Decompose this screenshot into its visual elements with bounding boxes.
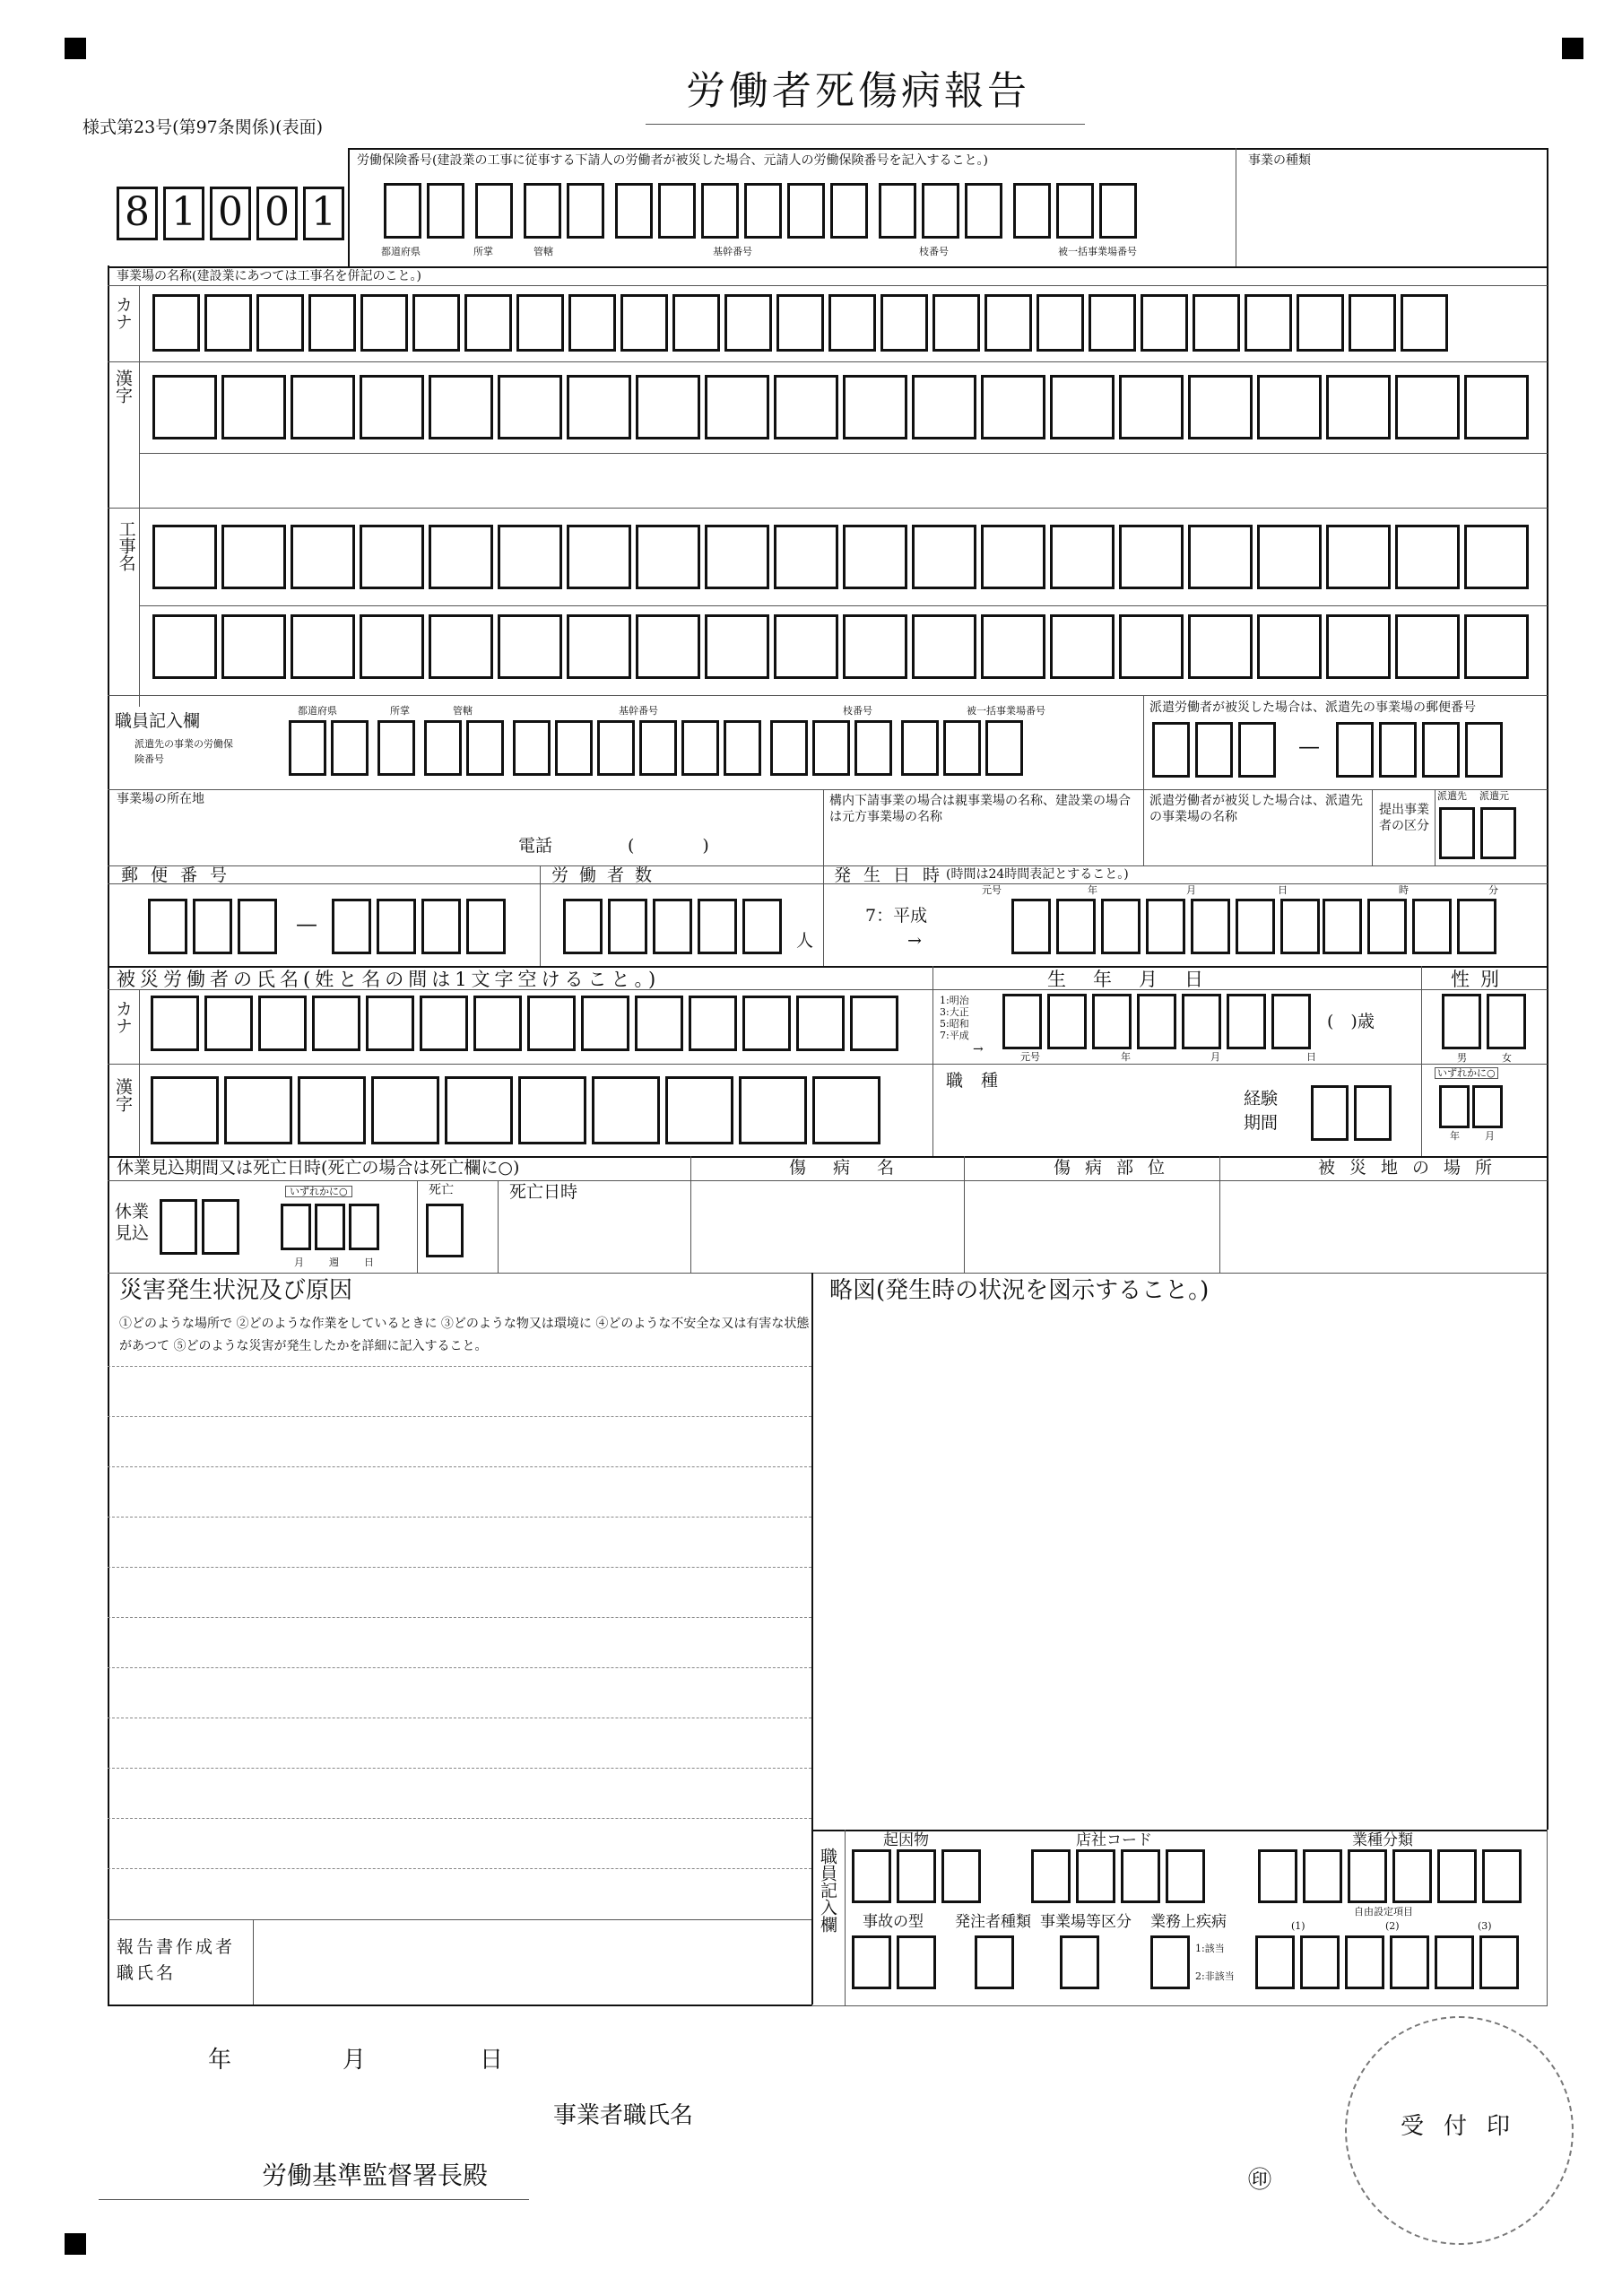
char-box[interactable] (1188, 525, 1253, 589)
staff-entry-label: 職員記入欄 (115, 711, 201, 731)
staff-sublabel: 管轄 (453, 705, 473, 717)
leave-expect-label: 休業見込 (115, 1202, 150, 1243)
cause-boxes[interactable] (852, 1849, 981, 1903)
gender-boxes[interactable] (1442, 994, 1526, 1049)
either-label-1: いずれかに○ (1435, 1067, 1498, 1079)
gender-label: 性別 (1451, 969, 1510, 990)
page-title: 労働者死傷病報告 (686, 68, 1030, 114)
situation-title: 災害発生状況及び原因 (119, 1277, 353, 1304)
victim-kana-label: カナ (113, 1000, 133, 1034)
char-box[interactable] (1193, 294, 1240, 352)
char-box[interactable] (774, 614, 838, 679)
occurrence-unit: 月 (1186, 884, 1196, 896)
death-label: 死亡 (429, 1183, 454, 1197)
leave-unit: 月 (294, 1257, 304, 1268)
author-label: 報告書作成者職氏名 (117, 1937, 236, 1984)
birth-era-7: 7:平成 (940, 1030, 969, 1041)
char-box[interactable] (360, 525, 424, 589)
free-item-num: (2) (1385, 1920, 1400, 1932)
birth-era-3: 3:大正 (940, 1006, 969, 1018)
char-box[interactable] (880, 294, 928, 352)
char-box[interactable] (221, 525, 286, 589)
victim-kanji-boxes[interactable] (151, 1076, 880, 1144)
industry-label: 業種分類 (1352, 1831, 1413, 1849)
insurance-number-boxes[interactable] (384, 183, 1137, 239)
char-box[interactable] (151, 996, 199, 1051)
footer-month: 月 (343, 2047, 367, 2074)
char-box[interactable] (689, 996, 737, 1051)
char-box[interactable] (843, 375, 907, 439)
char-box[interactable] (360, 614, 424, 679)
workplace-kana-boxes[interactable] (152, 294, 1448, 352)
char-box[interactable] (1188, 375, 1253, 439)
char-box[interactable] (1297, 294, 1344, 352)
frame-left (108, 265, 109, 2005)
rule-workplace-top (108, 266, 1548, 268)
birth-unit: 元号 (1020, 1051, 1040, 1063)
char-box[interactable] (1245, 294, 1292, 352)
char-box[interactable] (291, 614, 355, 679)
char-box[interactable] (221, 614, 286, 679)
char-box[interactable] (1188, 614, 1253, 679)
site-class-box[interactable] (1060, 1935, 1099, 1989)
company-code-boxes[interactable] (1031, 1849, 1205, 1903)
char-box[interactable] (204, 294, 252, 352)
accident-type-label: 事故の型 (863, 1913, 924, 1931)
char-box[interactable] (1050, 614, 1115, 679)
insurance-label: 労働保険番号(建設業の工事に従事する下請人の労働者が被災した場合、元請人の労働保険番号を記入すること。) (357, 153, 988, 168)
char-box[interactable] (850, 996, 898, 1051)
staff-sublabel: 被一括事業場番号 (967, 705, 1045, 717)
char-box[interactable] (445, 1076, 513, 1144)
birth-era-5: 5:昭和 (940, 1018, 969, 1030)
char-box[interactable] (224, 1076, 292, 1144)
postal-label: 郵便番号 (121, 865, 240, 885)
staff-sublabel: 都道府県 (298, 705, 337, 717)
registration-mark-bottom-left (65, 2233, 86, 2255)
leave-unit-boxes[interactable] (281, 1204, 379, 1250)
leave-unit: 週 (329, 1257, 339, 1268)
char-box[interactable] (1326, 525, 1391, 589)
char-box[interactable] (1401, 294, 1448, 352)
char-box[interactable] (705, 375, 769, 439)
disease-box[interactable] (1150, 1935, 1190, 1989)
staff-insurance-boxes[interactable] (289, 720, 1023, 776)
disease-not-applicable: 2:非該当 (1195, 1970, 1235, 1982)
char-box[interactable] (568, 294, 616, 352)
occurrence-unit: 元号 (982, 884, 1002, 896)
char-box[interactable] (498, 375, 562, 439)
char-box[interactable] (1257, 614, 1322, 679)
char-box[interactable] (581, 996, 629, 1051)
leave-expect-boxes[interactable] (160, 1199, 239, 1255)
birth-arrow: → (973, 1042, 984, 1057)
birth-unit: 年 (1121, 1051, 1131, 1063)
subcontract-label: 構内下請事業の場合は親事業場の名称、建設業の場合は元方事業場の名称 (829, 794, 1131, 825)
char-box[interactable] (152, 525, 217, 589)
free-items-label: 自由設定項目 (1354, 1906, 1413, 1918)
char-box[interactable] (1349, 294, 1396, 352)
char-box[interactable] (518, 1076, 586, 1144)
char-box[interactable] (1326, 614, 1391, 679)
char-box[interactable] (1464, 614, 1529, 679)
char-box[interactable] (592, 1076, 660, 1144)
business-type-label: 事業の種類 (1248, 153, 1311, 168)
birth-boxes[interactable] (1002, 994, 1311, 1049)
experience-unit: 年 (1450, 1130, 1460, 1142)
construction-label: 工事名 (116, 520, 136, 571)
chief-label: 労働基準監督署長殿 (262, 2161, 489, 2190)
char-box[interactable] (152, 375, 217, 439)
char-box[interactable] (1395, 614, 1460, 679)
char-box[interactable] (796, 996, 845, 1051)
insurance-sublabel: 都道府県 (381, 246, 421, 257)
staff-sublabel: 所掌 (390, 705, 410, 717)
company-code-label: 店社コード (1076, 1831, 1152, 1849)
char-box[interactable] (705, 614, 769, 679)
leave-label: 休業見込期間又は死亡日時(死亡の場合は死亡欄に○) (117, 1158, 520, 1178)
char-box[interactable] (636, 375, 700, 439)
victim-kana-boxes[interactable] (151, 996, 898, 1051)
birth-era-1: 1:明治 (940, 995, 969, 1006)
char-box[interactable] (516, 294, 564, 352)
char-box[interactable] (1141, 294, 1188, 352)
staff-sublabel: 基幹番号 (619, 705, 658, 717)
char-box[interactable] (1464, 525, 1529, 589)
char-box[interactable] (812, 1076, 880, 1144)
injury-part-label: 傷病部位 (1054, 1158, 1180, 1178)
birth-unit: 日 (1306, 1051, 1316, 1063)
char-box[interactable] (912, 614, 976, 679)
char-box[interactable] (429, 614, 493, 679)
char-box[interactable] (567, 375, 631, 439)
dispatch-dest-label: 派遣先 (1437, 790, 1467, 802)
form-code-digit: 8 (117, 187, 158, 240)
staff2-label: 職員記入欄 (818, 1848, 837, 1933)
accident-type-boxes[interactable] (852, 1935, 936, 1989)
form-id: 様式第23号(第97条関係)(表面) (82, 117, 324, 137)
orderer-label: 発注者種類 (955, 1913, 1031, 1931)
char-box[interactable] (635, 996, 683, 1051)
char-box[interactable] (620, 294, 668, 352)
postal-boxes-2[interactable] (332, 899, 506, 954)
employer-label: 事業者職氏名 (553, 2102, 694, 2129)
experience-label: 経験期間 (1244, 1089, 1279, 1133)
char-box[interactable] (420, 996, 468, 1051)
char-box[interactable] (308, 294, 356, 352)
char-box[interactable] (739, 1076, 807, 1144)
dispatch-postal-boxes-2[interactable] (1336, 722, 1503, 778)
situation-instructions: ①どのような場所で ②どのような作業をしているときに ③どのような物又は環境に ④どのような不安全な又は有害な状態があつて ⑤どのような災害が発生したかを詳細に記入すること。 (119, 1317, 810, 1353)
leave-unit: 日 (364, 1257, 374, 1268)
staff-entry-sub: 派遣先の事業の労働保険番号 (134, 738, 233, 765)
char-box[interactable] (1257, 525, 1322, 589)
char-box[interactable] (1119, 614, 1184, 679)
char-box[interactable] (291, 375, 355, 439)
char-box[interactable] (1257, 375, 1322, 439)
construction-boxes-2[interactable] (152, 614, 1529, 679)
char-box[interactable] (724, 294, 772, 352)
dispatch-postal-dash: — (1298, 734, 1320, 759)
experience-unit: 月 (1485, 1130, 1495, 1142)
char-box[interactable] (152, 294, 200, 352)
char-box[interactable] (981, 525, 1045, 589)
free-items-boxes[interactable] (1255, 1935, 1519, 1989)
char-box[interactable] (498, 614, 562, 679)
form-code-digit: 0 (256, 187, 298, 240)
char-box[interactable] (371, 1076, 439, 1144)
char-box[interactable] (1326, 375, 1391, 439)
cause-label: 起因物 (883, 1831, 929, 1849)
workplace-label: 事業場の名称(建設業にあつては工事名を併記のこと。) (117, 269, 421, 283)
char-box[interactable] (204, 996, 253, 1051)
char-box[interactable] (665, 1076, 733, 1144)
disease-applicable: 1:該当 (1195, 1943, 1225, 1954)
disease-label: 業務上疾病 (1150, 1913, 1227, 1931)
postal-dash: — (296, 911, 317, 936)
occurrence-label: 発生日時 (834, 865, 953, 885)
occupation-label: 職種 (946, 1071, 1017, 1091)
dispatch-postal-label: 派遣労働者が被災した場合は、派遣先の事業場の郵便番号 (1149, 700, 1476, 715)
workers-boxes[interactable] (563, 899, 782, 954)
insurance-left (348, 148, 350, 266)
char-box[interactable] (636, 525, 700, 589)
char-box[interactable] (1089, 294, 1136, 352)
title-underline (646, 124, 1085, 125)
staff-sublabel: 枝番号 (843, 705, 872, 717)
dispatch-name-label: 派遣労働者が被災した場合は、派遣先の事業場の名称 (1149, 794, 1363, 825)
char-box[interactable] (567, 614, 631, 679)
industry-boxes[interactable] (1258, 1849, 1522, 1903)
char-box[interactable] (527, 996, 576, 1051)
postal-boxes[interactable] (148, 899, 277, 954)
dispatch-src-label: 派遣元 (1479, 790, 1509, 802)
char-box[interactable] (774, 525, 838, 589)
occurrence-note: (時間は24時間表記とすること。) (946, 867, 1129, 882)
orderer-box[interactable] (975, 1935, 1014, 1989)
char-box[interactable] (981, 614, 1045, 679)
workplace-kanji-label: 漢字 (113, 370, 133, 404)
gender-option: 女 (1502, 1052, 1512, 1064)
char-box[interactable] (412, 294, 460, 352)
receipt-stamp-label: 受付印 (1401, 2113, 1531, 2140)
death-box[interactable] (426, 1204, 464, 1257)
char-box[interactable] (981, 375, 1045, 439)
free-item-num: (1) (1291, 1920, 1305, 1932)
char-box[interactable] (312, 996, 360, 1051)
registration-mark-top-left (65, 38, 86, 59)
char-box[interactable] (1119, 375, 1184, 439)
form-code (117, 187, 344, 240)
occurrence-arrow: → (907, 931, 922, 951)
experience-boxes[interactable] (1311, 1085, 1392, 1141)
dispatch-postal-boxes[interactable] (1152, 722, 1276, 778)
footer-day: 日 (480, 2047, 504, 2074)
char-box[interactable] (1050, 525, 1115, 589)
occurrence-unit: 日 (1278, 884, 1288, 896)
free-item-num: (3) (1478, 1920, 1492, 1932)
char-box[interactable] (984, 294, 1032, 352)
experience-unit-boxes[interactable] (1439, 1085, 1503, 1128)
insurance-sublabel: 枝番号 (919, 246, 949, 257)
victim-name-label: 被災労働者の氏名(姓と名の間は1文字空けること。) (117, 969, 661, 990)
char-box[interactable] (1464, 375, 1529, 439)
place-label: 被災地の場所 (1318, 1158, 1507, 1178)
insurance-sublabel: 基幹番号 (713, 246, 752, 257)
frame-top-insurance (348, 148, 1548, 150)
occurrence-date-boxes[interactable] (1011, 899, 1320, 954)
birth-unit: 月 (1210, 1051, 1220, 1063)
form-code-digit: 1 (303, 187, 344, 240)
insurance-sublabel: 被一括事業場番号 (1058, 246, 1137, 257)
char-box[interactable] (672, 294, 720, 352)
char-box[interactable] (843, 614, 907, 679)
seal-mark: ㊞ (1248, 2167, 1272, 2194)
char-box[interactable] (366, 996, 414, 1051)
footer-year: 年 (208, 2047, 232, 2074)
phone-label: 電話 (518, 836, 553, 856)
char-box[interactable] (498, 525, 562, 589)
char-box[interactable] (1050, 375, 1115, 439)
char-box[interactable] (360, 294, 408, 352)
char-box[interactable] (258, 996, 307, 1051)
char-box[interactable] (912, 525, 976, 589)
char-box[interactable] (705, 525, 769, 589)
char-box[interactable] (429, 375, 493, 439)
char-box[interactable] (151, 1076, 219, 1144)
insurance-sublabel: 所掌 (473, 246, 493, 257)
char-box[interactable] (429, 525, 493, 589)
char-box[interactable] (473, 996, 522, 1051)
char-box[interactable] (464, 294, 512, 352)
char-box[interactable] (774, 375, 838, 439)
registration-mark-top-right (1562, 38, 1583, 59)
occurrence-time-boxes[interactable] (1323, 899, 1496, 954)
address-label: 事業場の所在地 (117, 792, 204, 806)
insurance-sublabel: 管轄 (533, 246, 553, 257)
char-box[interactable] (1119, 525, 1184, 589)
construction-boxes-1[interactable] (152, 525, 1529, 589)
char-box[interactable] (567, 525, 631, 589)
char-box[interactable] (742, 996, 791, 1051)
char-box[interactable] (843, 525, 907, 589)
char-box[interactable] (291, 525, 355, 589)
char-box[interactable] (636, 614, 700, 679)
form-code-digit: 0 (210, 187, 251, 240)
char-box[interactable] (152, 614, 217, 679)
phone-paren: ( ) (628, 836, 709, 856)
sketch-label: 略図(発生時の状況を図示すること。) (829, 1277, 1210, 1304)
occurrence-unit: 時 (1399, 884, 1409, 896)
char-box[interactable] (1395, 375, 1460, 439)
age-label: ( )歳 (1327, 1012, 1375, 1031)
occurrence-era: 7：平成 (865, 906, 928, 926)
submitter-boxes[interactable] (1439, 807, 1516, 859)
workplace-kanji-boxes[interactable] (152, 375, 1529, 439)
victim-kanji-label: 漢字 (113, 1078, 133, 1112)
death-datetime-label: 死亡日時 (509, 1182, 578, 1202)
char-box[interactable] (912, 375, 976, 439)
char-box[interactable] (256, 294, 304, 352)
injury-label: 傷病名 (789, 1158, 922, 1178)
char-box[interactable] (298, 1076, 366, 1144)
submitter-label: 提出事業者の区分 (1379, 803, 1429, 833)
char-box[interactable] (1037, 294, 1084, 352)
workers-unit: 人 (796, 931, 814, 951)
char-box[interactable] (1395, 525, 1460, 589)
workplace-kana-label: カナ (113, 296, 133, 330)
occurrence-unit: 年 (1088, 884, 1097, 896)
gender-option: 男 (1457, 1052, 1467, 1064)
char-box[interactable] (360, 375, 424, 439)
occurrence-unit: 分 (1488, 884, 1498, 896)
char-box[interactable] (776, 294, 824, 352)
char-box[interactable] (221, 375, 286, 439)
char-box[interactable] (932, 294, 980, 352)
form-code-digit: 1 (163, 187, 204, 240)
either-label-2: いずれかに○ (285, 1186, 352, 1197)
birth-label: 生年月日 (1047, 969, 1230, 990)
site-class-label: 事業場等区分 (1040, 1913, 1132, 1931)
char-box[interactable] (828, 294, 876, 352)
workers-label: 労働者数 (551, 865, 664, 885)
